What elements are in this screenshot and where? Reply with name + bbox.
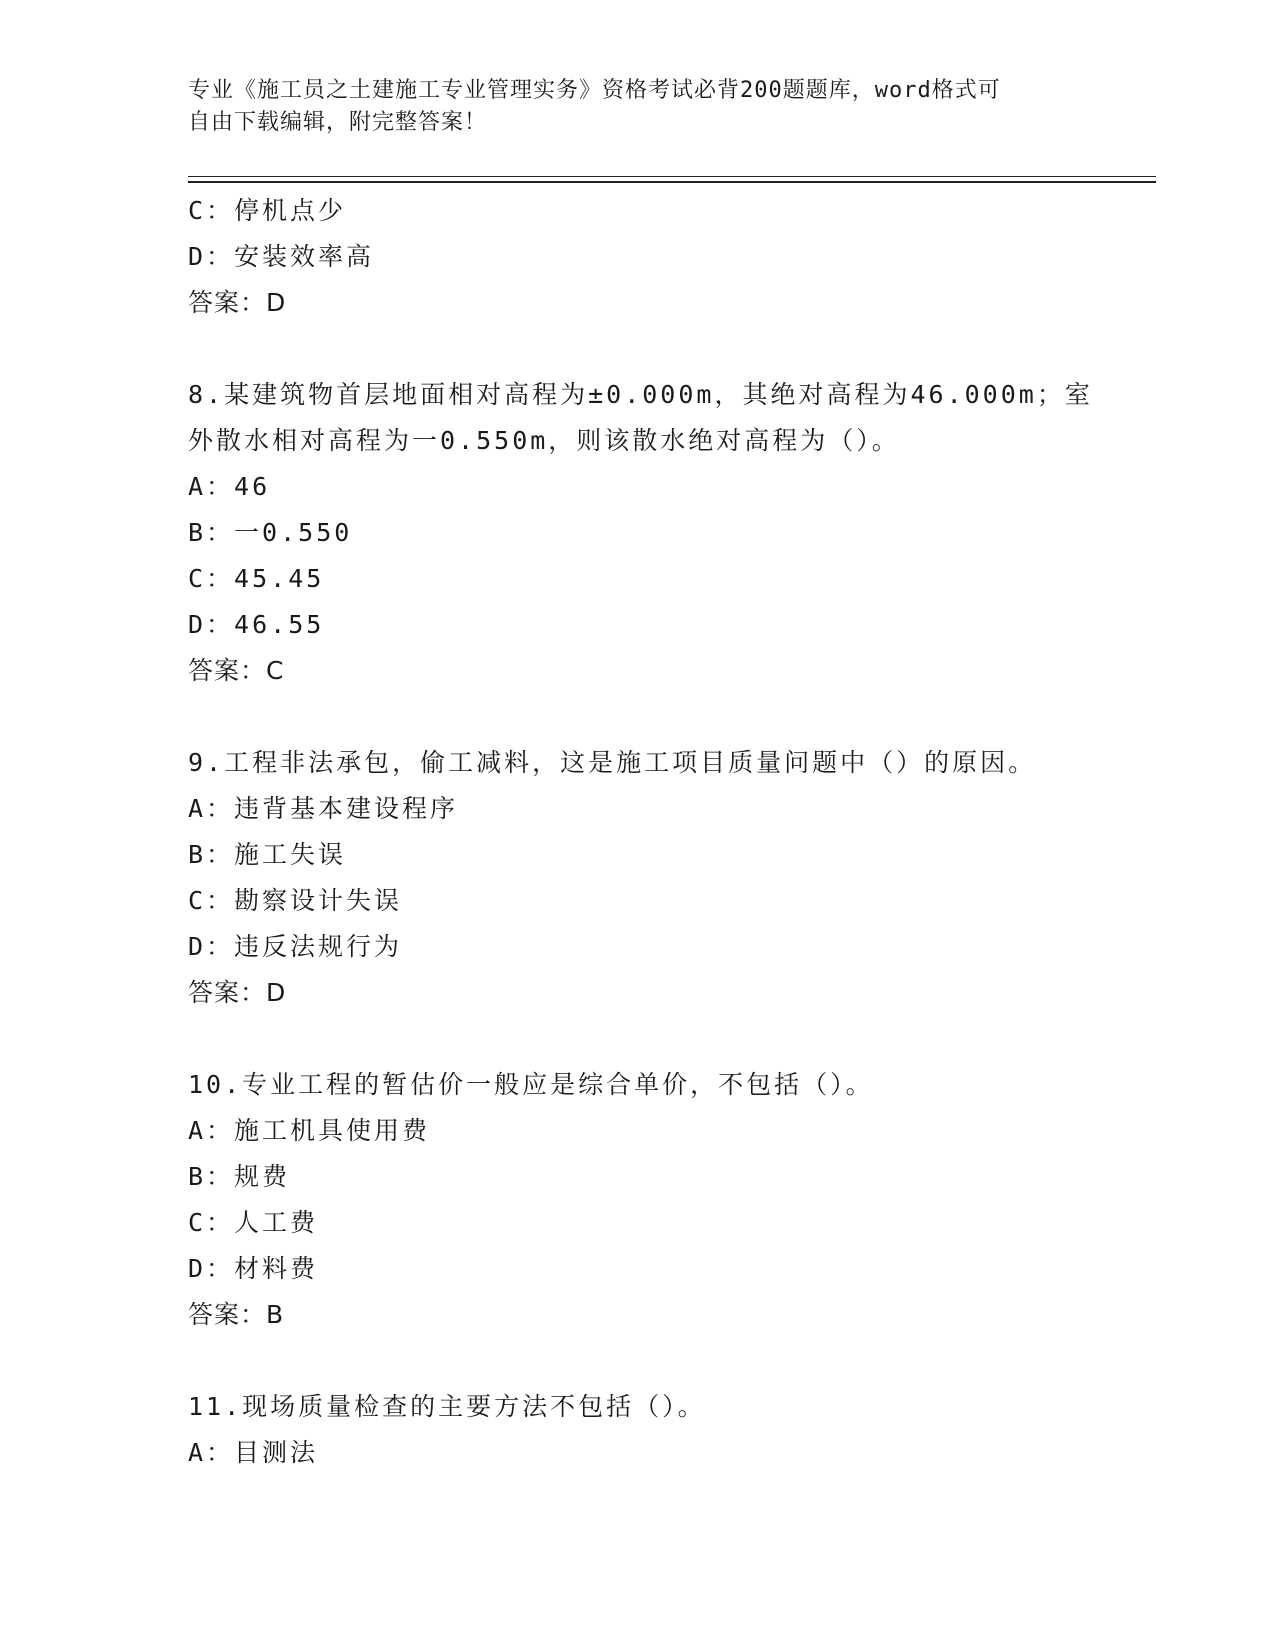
header-divider-thin <box>188 176 1156 177</box>
option-c: C：45.45 <box>188 564 325 593</box>
option-a: A：违背基本建设程序 <box>188 794 459 823</box>
option-c: C：停机点少 <box>188 196 347 225</box>
option-c: C：勘察设计失误 <box>188 886 403 915</box>
header-line-1: 专业《施工员之土建施工专业管理实务》资格考试必背200题题库，word格式可 <box>188 78 1001 103</box>
answer-line: 答案：D <box>188 978 287 1007</box>
option-d: D：材料费 <box>188 1254 319 1283</box>
spacer <box>188 326 1088 372</box>
spacer <box>188 1338 1088 1384</box>
option-b: B：一0.550 <box>188 518 353 547</box>
header-line-2: 自由下载编辑，附完整答案！ <box>188 110 488 135</box>
question-11 <box>188 1384 1088 1476</box>
spacer <box>188 694 1088 740</box>
option-a: A：46 <box>188 472 271 501</box>
question-10 <box>188 1062 1088 1338</box>
question-stem: 11.现场质量检查的主要方法不包括（）。 <box>188 1392 706 1421</box>
answer-line: 答案：B <box>188 1300 285 1329</box>
question-9 <box>188 740 1088 1016</box>
option-b: B：施工失误 <box>188 840 347 869</box>
option-c: C：人工费 <box>188 1208 319 1237</box>
question-7-tail <box>188 188 1088 326</box>
question-stem: 10.专业工程的暂估价一般应是综合单价，不包括（）。 <box>188 1070 874 1099</box>
option-d: D：安装效率高 <box>188 242 375 271</box>
header-divider-thick <box>188 181 1156 183</box>
option-d: D：46.55 <box>188 610 325 639</box>
document-header <box>188 75 1068 139</box>
question-stem-line-2: 外散水相对高程为一0.550m，则该散水绝对高程为（）。 <box>188 426 900 455</box>
answer-line: 答案：C <box>188 656 285 685</box>
option-d: D：违反法规行为 <box>188 932 403 961</box>
question-8 <box>188 372 1093 694</box>
question-stem: 9.工程非法承包，偷工减料，这是施工项目质量问题中（）的原因。 <box>188 748 1037 777</box>
question-list <box>188 188 1093 1476</box>
option-a: A：目测法 <box>188 1438 319 1467</box>
question-stem-line-1: 8.某建筑物首层地面相对高程为±0.000m，其绝对高程为46.000m；室 <box>188 380 1093 409</box>
option-b: B：规费 <box>188 1162 291 1191</box>
spacer <box>188 1016 1088 1062</box>
option-a: A：施工机具使用费 <box>188 1116 431 1145</box>
answer-line: 答案：D <box>188 288 287 317</box>
